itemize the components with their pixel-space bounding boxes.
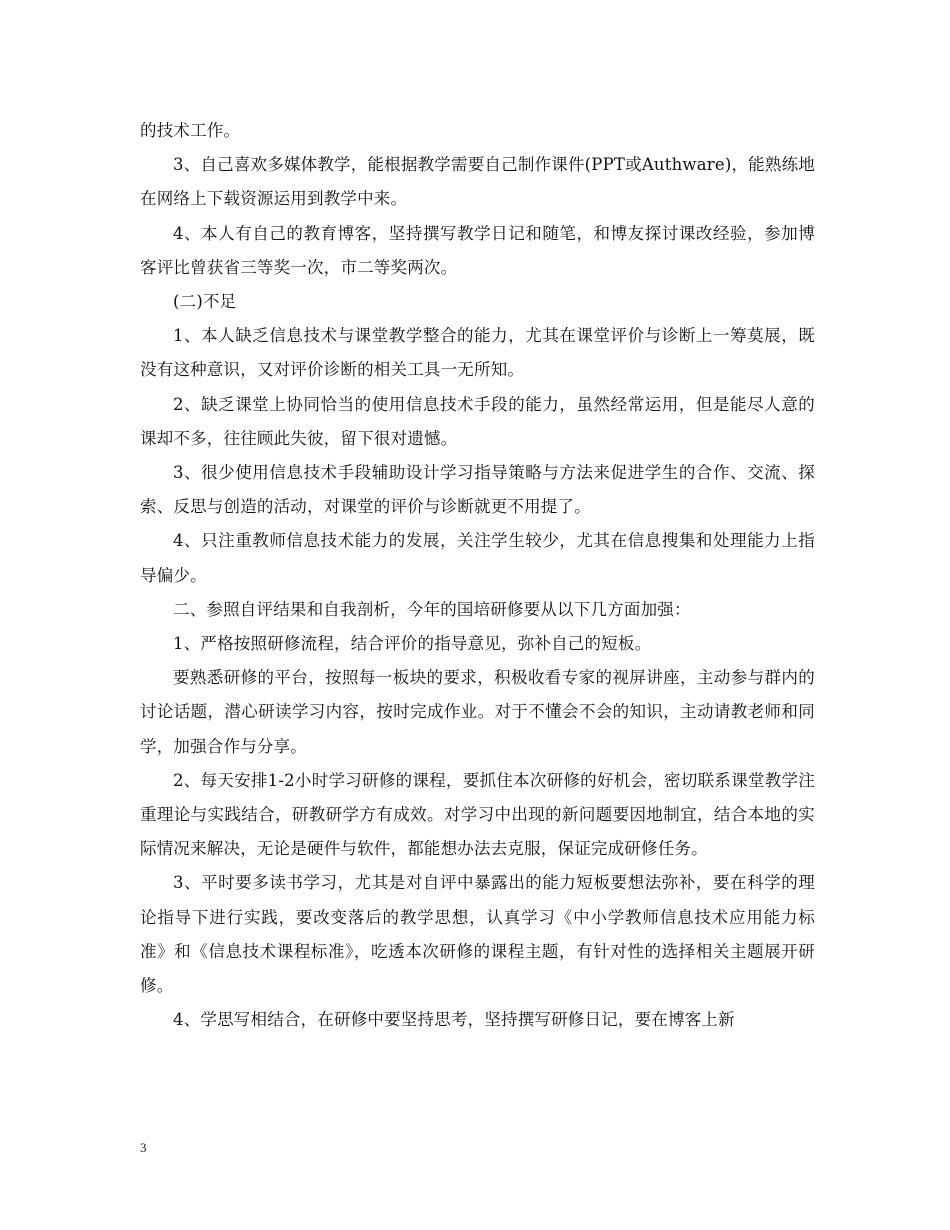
paragraph-shortcoming-1: 1、本人缺乏信息技术与课堂教学整合的能力，尤其在课堂评价与诊断上一筹莫展，既没有这种意识，又对评价诊断的相关工具一无所知。 xyxy=(140,326,815,380)
paragraph-strength-4: 4、本人有自己的教育博客，坚持撰写教学日记和随笔，和博友探讨课改经验，参加博客评比曾获省三等奖一次，市二等奖两次。 xyxy=(140,223,815,277)
paragraph-plan-4: 4、学思写相结合，在研修中要坚持思考，坚持撰写研修日记，要在博客上新 xyxy=(173,1010,735,1030)
paragraph-plan-1: 1、严格按照研修流程，结合评价的指导意见，弥补自己的短板。 xyxy=(173,634,652,654)
paragraph-plan-1-detail: 要熟悉研修的平台，按照每一板块的要求，积极收看专家的视屏讲座，主动参与群内的讨论话题，潜心研读学习内容，按时完成作业。对于不懂会不会的知识，主动请教老师和同学，加强合作与分享。 xyxy=(140,668,815,756)
paragraph-shortcoming-4: 4、只注重教师信息技术能力的发展，关注学生较少，尤其在信息搜集和处理能力上指导偏少。 xyxy=(140,531,815,585)
page-number: 3 xyxy=(140,1140,147,1155)
section-heading-shortcomings: (二)不足 xyxy=(173,292,237,312)
document-body xyxy=(140,114,815,1037)
paragraph-plan-2: 2、每天安排1-2小时学习研修的课程，要抓住本次研修的好机会，密切联系课堂教学注重理论与实践结合，研教研学方有成效。对学习中出现的新问题要因地制宜，结合本地的实际情况来解决，无论是硬件与软件，都能想办法去克服，保证完成研修任务。 xyxy=(140,770,815,859)
paragraph-shortcoming-3: 3、很少使用信息技术手段辅助设计学习指导策略与方法来促进学生的合作、交流、探索、反思与创造的活动，对课堂的评价与诊断就更不用提了。 xyxy=(140,463,815,517)
section-heading-plan: 二、参照自评结果和自我剖析，今年的国培研修要从以下几方面加强： xyxy=(173,599,691,619)
paragraph-strength-3: 3、自己喜欢多媒体教学，能根据教学需要自己制作课件(PPT或Authware)，能熟练地在网络上下载资源运用到教学中来。 xyxy=(140,155,815,209)
paragraph-shortcoming-2: 2、缺乏课堂上协同恰当的使用信息技术手段的能力，虽然经常运用，但是能尽人意的课却不多，往往顾此失彼，留下很对遗憾。 xyxy=(140,394,815,448)
paragraph-plan-3: 3、平时要多读书学习，尤其是对自评中暴露出的能力短板要想法弥补，要在科学的理论指导下进行实践，要改变落后的教学思想，认真学习《中小学教师信息技术应用能力标准》和《信息技术课程标准》，吃透本次研修的课程主题，有针对性的选择相关主题展开研修。 xyxy=(140,873,815,996)
paragraph-continuation: 的技术工作。 xyxy=(140,121,241,140)
